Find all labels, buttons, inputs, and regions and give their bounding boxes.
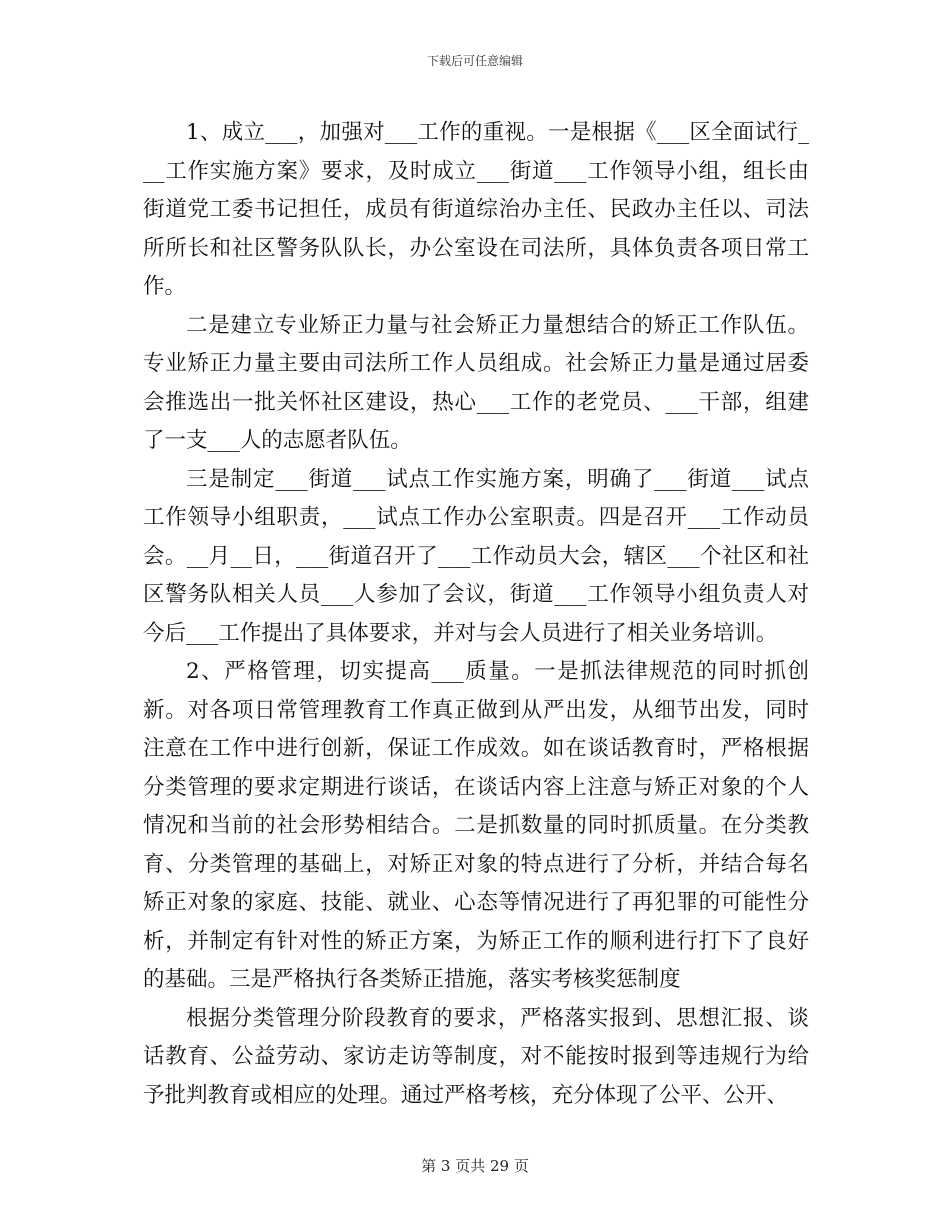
paragraph-5: 根据分类管理分阶段教育的要求，严格落实报到、思想汇报、谈话教育、公益劳动、家访走访等制度，对不能按时报到等违规行为给予批判教育或相应的处理。通过严格考核，充分体现了公平、公开、 (143, 1005, 809, 1108)
paragraph-2: 二是建立专业矫正力量与社会矫正力量想结合的矫正工作队伍。专业矫正力量主要由司法所工作人员组成。社会矫正力量是通过居委会推选出一批关怀社区建设，热心___工作的老党员、___干部，组建了一支___人的志愿者队伍。 (143, 312, 809, 453)
document-body (143, 114, 809, 1115)
page-footer: 第 3 页共 29 页 (421, 1157, 529, 1175)
paragraph-4: 2、严格管理，切实提高___质量。一是抓法律规范的同时抓创新。对各项日常管理教育工作真正做到从严出发，从细节出发，同时注意在工作中进行创新，保证工作成效。如在谈话教育时，严格根据分类管理的要求定期进行谈话，在谈话内容上注意与矫正对象的个人情况和当前的社会形势相结合。二是抓数量的同时抓质量。在分类教育、分类管理的基础上，对矫正对象的特点进行了分析，并结合每名矫正对象的家庭、技能、就业、心态等情况进行了再犯罪的可能性分析，并制定有针对性的矫正方案，为矫正工作的顺利进行打下了良好的基础。三是严格执行各类矫正措施，落实考核奖惩制度 (143, 659, 809, 992)
paragraph-3: 三是制定___街道___试点工作实施方案，明确了___街道___试点工作领导小组职责，___试点工作办公室职责。四是召开___工作动员会。__月__日，___街道召开了___工作动员大会，辖区___个社区和社区警务队相关人员___人参加了会议，街道___工作领导小组负责人对今后___工作提出了具体要求，并对与会人员进行了相关业务培训。 (143, 466, 809, 646)
paragraph-1: 1、成立___，加强对___工作的重视。一是根据《___区全面试行___工作实施方案》要求，及时成立___街道___工作领导小组，组长由街道党工委书记担任，成员有街道综治办主任、民政办主任以、司法所所长和社区警务队队长，办公室设在司法所，具体负责各项日常工作。 (143, 120, 809, 299)
page-header: 下载后可任意编辑 (426, 54, 523, 68)
